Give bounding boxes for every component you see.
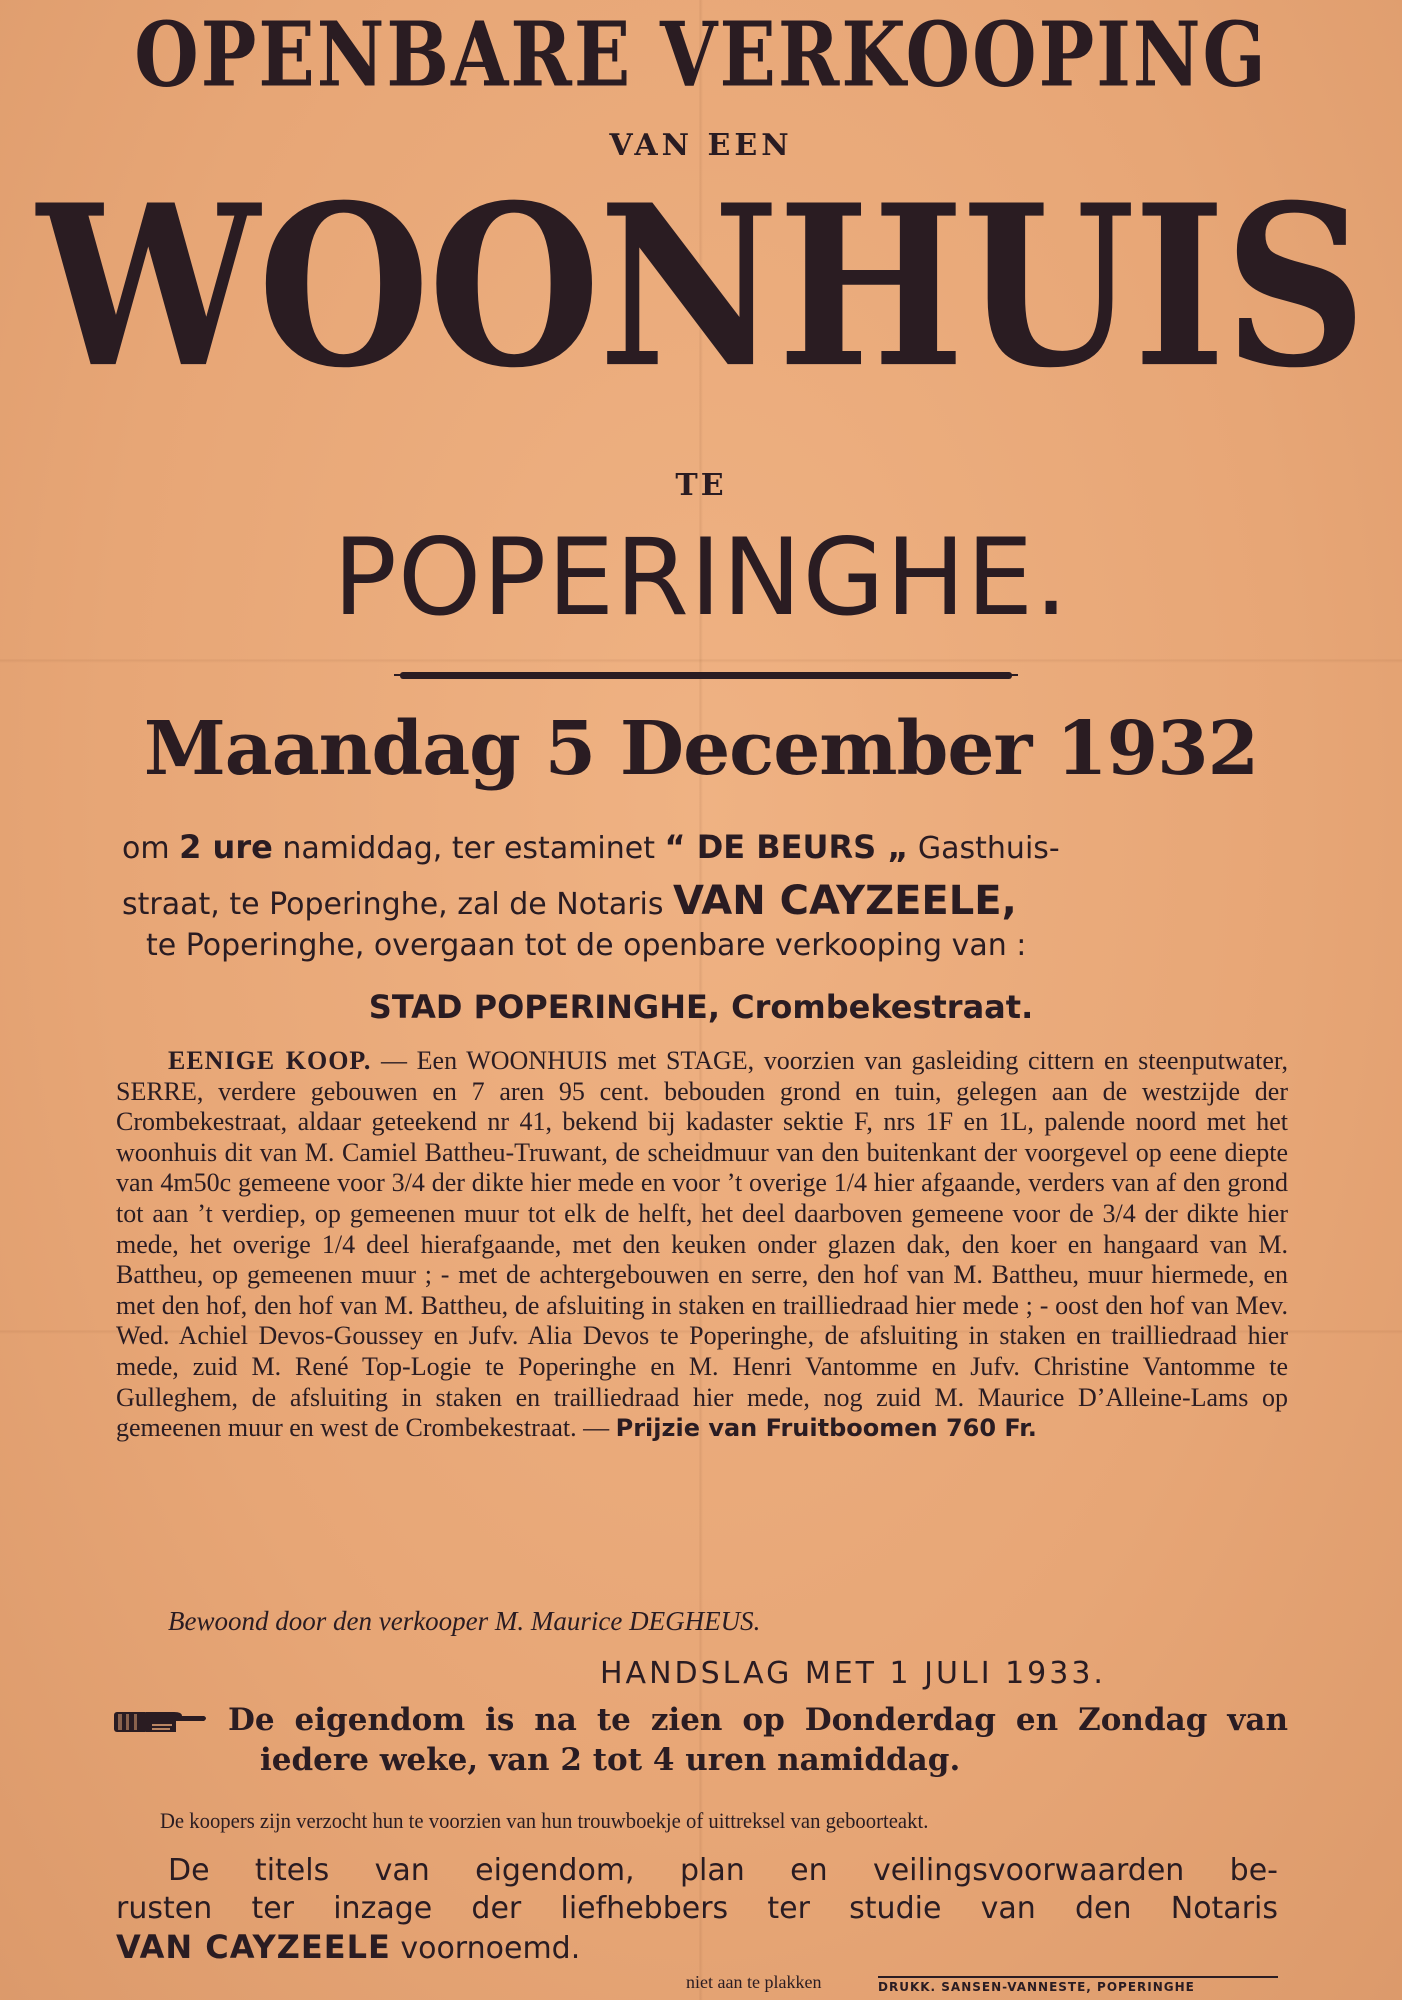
intro-line-1: [122, 828, 1292, 866]
lot-label: EENIGE KOOP.: [168, 1046, 372, 1075]
titles-text: voornoemd.: [390, 1931, 581, 1966]
notary-name: VAN CAYZEELE: [116, 1928, 391, 1966]
viewing-line-1: De eigendom is na te zien op Donderdag en Zondag van: [228, 1702, 1288, 1738]
headline-te: TE: [675, 468, 727, 503]
viewing-line-2: iedere weke, van 2 tot 4 uren namiddag.: [260, 1742, 961, 1778]
description-text: — Een WOONHUIS met STAGE, voorzien van gasleiding cittern en steenputwater, SERRE, verdere gebouwen en 7 aren 95 cent. bebouden grond en tuin, gelegen aan de westzijde der Crombekestraat, aldaar geteekend nr 41, bekend bij kadaster sektie F, nrs 1F en 1L, palende noord met het woonhuis dit van M. Camiel Battheu-Truwant, de scheidmuur van den buitenkant der voorgevel op eene diepte van 4m50c gemeene voor 3/4 der dikte hier mede en voor ’t overige 1/4 hier afgaande, verders van af den grond tot aan ’t verdiep, op gemeenen muur tot elk de helft, het deel daarboven gemeene voor de 3/4 der dikte hier mede, het overige 1/4 deel hierafgaande, met den keuken onder glazen dak, den koer en hangaard van M. Battheu, op gemeenen muur ; - met de achtergebouwen en serre, den hof van M. Battheu, muur hiermede, en met den hof, den hof van M. Battheu, de afsluiting in staken en trailliedraad hier mede ; - oost den hof van Mev. Wed. Achiel Devos-Goussey en Jufv. Alia Devos te Poperinghe, de afsluiting in staken en trailliedraad hier mede, zuid M. René Top-Logie te Poperinghe en M. Henri Vantomme en Jufv. Christine Vantomme te Gulleghem, de afsluiting in staken en trailliedraad hier mede, nog zuid M. Maurice D’Alleine-Lams op gemeenen muur en west de Crombekestraat. —: [116, 1046, 1288, 1443]
titles-paragraph: [116, 1852, 1278, 1968]
pointing-hand-icon: [112, 1706, 208, 1736]
venue-name: “ DE BEURS „: [664, 828, 909, 866]
viewing-note: [228, 1700, 1288, 1780]
notary-name: VAN CAYZEELE,: [673, 878, 1017, 924]
headline-poperinghe: POPERINGHE.: [333, 516, 1069, 639]
headline-openbare-verkooping: OPENBARE VERKOOPING: [134, 4, 1268, 108]
intro-line-3: te Poperinghe, overgaan tot de openbare verkooping van :: [146, 928, 1027, 963]
divider-rule: [400, 672, 1012, 679]
intro-text: om: [122, 831, 180, 866]
buyers-note: De koopers zijn verzocht hun te voorzien van hun trouwboekje of uittreksel van geboorteakt.: [160, 1808, 929, 1833]
intro-line-2: [122, 878, 1292, 924]
sale-hour: 2 ure: [179, 828, 273, 866]
property-description: [116, 1046, 1288, 1444]
intro-text: namiddag, ter estaminet: [272, 831, 665, 866]
intro-text: Gasthuis-: [908, 831, 1060, 866]
sale-date: Maandag 5 December 1932: [143, 706, 1259, 792]
handslag-line: HANDSLAG MET 1 JULI 1933.: [600, 1656, 1106, 1691]
occupant-line: Bewoond door den verkooper M. Maurice DEGHEUS.: [168, 1606, 761, 1636]
titles-line-2: rusten ter inzage der liefhebbers ter studie van den Notaris: [116, 1891, 1278, 1926]
headline-van-een: VAN EEN: [609, 128, 793, 163]
printer-imprint: DRUKK. SANSEN-VANNESTE, POPERINGHE: [878, 1976, 1278, 1994]
posting-notice: niet aan te plakken: [686, 1972, 822, 1992]
titles-line-3: [116, 1928, 1278, 1968]
intro-text: straat, te Poperinghe, zal de Notaris: [122, 887, 674, 922]
headline-woonhuis: WOONHUIS: [37, 155, 1365, 417]
property-location: STAD POPERINGHE, Crombekestraat.: [368, 988, 1034, 1026]
fruit-tree-price: Prijzie van Fruitboomen 760 Fr.: [615, 1414, 1037, 1443]
titles-line-1: De titels van eigendom, plan en veilingsvoorwaarden be-: [168, 1853, 1278, 1888]
